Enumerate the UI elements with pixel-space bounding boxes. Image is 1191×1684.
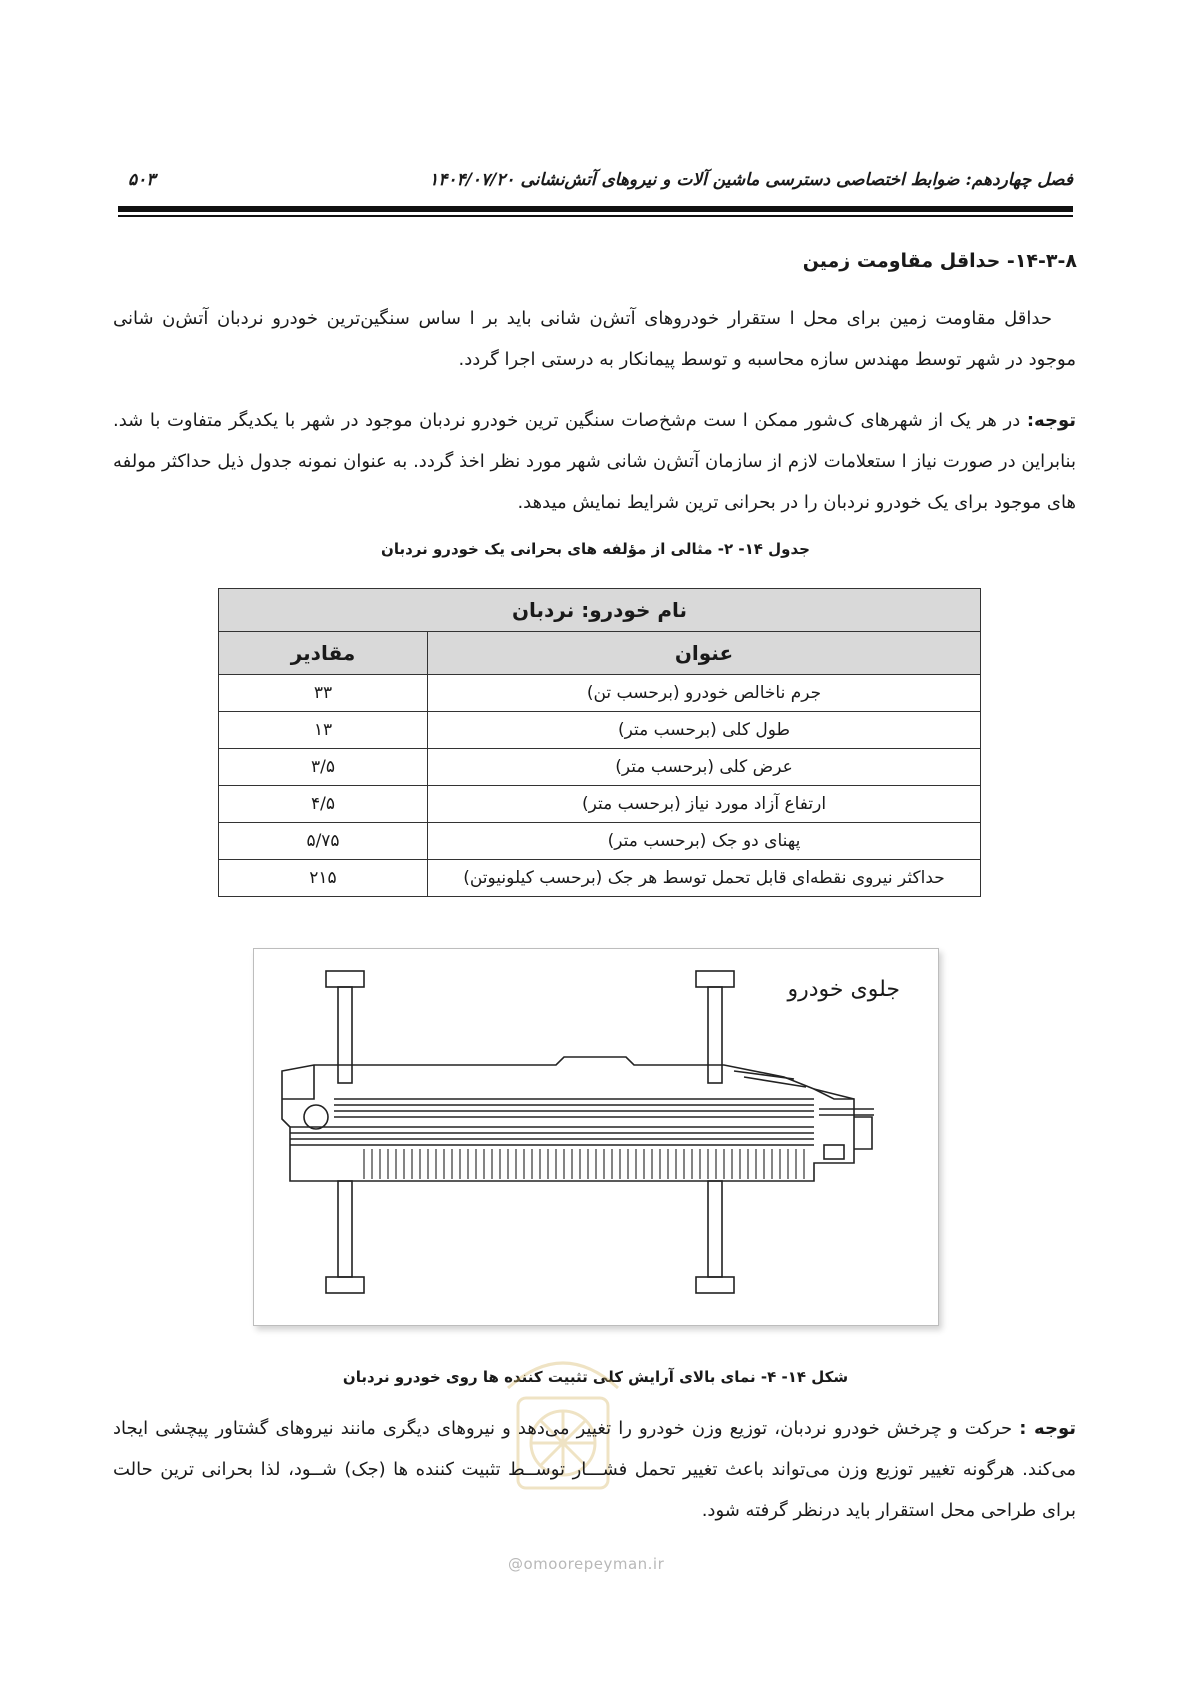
table-row — [219, 749, 981, 786]
row-value: ۴/۵ — [219, 786, 428, 823]
table-row — [219, 786, 981, 823]
table-row — [219, 675, 981, 712]
table-row — [219, 823, 981, 860]
note-paragraph-2 — [113, 1408, 1076, 1531]
table-row — [219, 712, 981, 749]
paragraph-ground-resistance: حداقل مقاومت زمین برای محل ا ستقرار خودروهای آتش‌ن شانی باید بر ا ساس سنگین‌ترین خودرو نردبان آتش‌ن شانی موجود در شهر توسط مهندس سازه محاسبه و توسط پیمانکار به درستی اجرا گردد. — [113, 308, 1076, 370]
vehicle-spec-table — [218, 588, 981, 897]
header-rule-thick — [118, 206, 1073, 212]
column-header-title: عنوان — [428, 632, 981, 675]
note-label: توجه: — [1026, 410, 1076, 431]
ladder-truck-drawing — [254, 949, 940, 1327]
row-value: ۳/۵ — [219, 749, 428, 786]
row-title: حداکثر نیروی نقطه‌ای قابل تحمل توسط هر جک (برحسب کیلونیوتن) — [428, 860, 981, 897]
row-title: پهنای دو جک (برحسب متر) — [428, 823, 981, 860]
column-header-values: مقادیر — [219, 632, 428, 675]
stabilizer-pad-top-left — [326, 971, 364, 987]
table-caption: جدول ۱۴- ۲- مثالی از مؤلفه های بحرانی یک خودرو نردبان — [381, 540, 810, 558]
table-row — [219, 860, 981, 897]
row-value: ۲۱۵ — [219, 860, 428, 897]
section-heading: ۱۴-۳-۸- حداقل مقاومت زمین — [802, 250, 1077, 272]
row-title: طول کلی (برحسب متر) — [428, 712, 981, 749]
ladder-rungs — [364, 1149, 804, 1179]
row-title: ارتفاع آزاد مورد نیاز (برحسب متر) — [428, 786, 981, 823]
row-value: ۳۳ — [219, 675, 428, 712]
note2-label: توجه : — [1019, 1418, 1076, 1439]
note2-text: حرکت و چرخش خودرو نردبان، توزیع وزن خودرو را تغییر می‌دهد و نیروهای دیگری مانند نیروهای گشتاور پیچشی ایجاد می‌کند. هرگونه تغییر توزیع وزن می‌تواند باعث تغییر تحمل فشـــار توســط تثبیت کننده ها (جک) شــود، لذا بحرانی ترین حالت برای طراحی محل استقرار باید درنظر گرفته شود. — [113, 1418, 1076, 1521]
row-value: ۱۳ — [219, 712, 428, 749]
figure-ladder-truck-top-view — [253, 948, 939, 1326]
page-number: ۵۰۳ — [128, 170, 156, 190]
table-vehicle-name: نام خودرو: نردبان — [219, 589, 981, 632]
figure-label-vehicle-front: جلوی خودرو — [787, 977, 900, 1002]
row-title: جرم ناخالص خودرو (برحسب تن) — [428, 675, 981, 712]
stabilizer-pad-bottom-right — [696, 1277, 734, 1293]
row-title: عرض کلی (برحسب متر) — [428, 749, 981, 786]
note-text: در هر یک از شهرهای ک‌شور ممکن ا ست م‌شخ‌صات سنگین ترین خودرو نردبان موجود در شهر با یکدیگر متفاوت با شد. بنابراین در صورت نیاز ا ستعلامات لازم از سازمان آتش‌ن شانی شهر مورد نظر اخذ گردد. به عنوان نمونه جدول ذیل حداکثر مولفه های موجود برای یک خودرو نردبان را در بحرانی ترین شرایط نمایش میدهد. — [113, 410, 1076, 513]
watermark-text: @omoorepeyman.ir — [508, 1555, 665, 1573]
row-value: ۵/۷۵ — [219, 823, 428, 860]
stabilizer-pad-top-right — [696, 971, 734, 987]
figure-caption: شکل ۱۴- ۴- نمای بالای آرایش کلی تثبیت کننده ها روی خودرو نردبان — [342, 1368, 849, 1386]
note-paragraph-1 — [113, 400, 1076, 523]
stabilizer-pad-bottom-left — [326, 1277, 364, 1293]
header-rule-thin — [118, 215, 1073, 217]
chapter-header-title: فصل چهاردهم: ضوابط اختصاصی دسترسی ماشین آلات و نیروهای آتش‌نشانی ۱۴۰۴/۰۷/۲۰ — [429, 170, 1073, 190]
